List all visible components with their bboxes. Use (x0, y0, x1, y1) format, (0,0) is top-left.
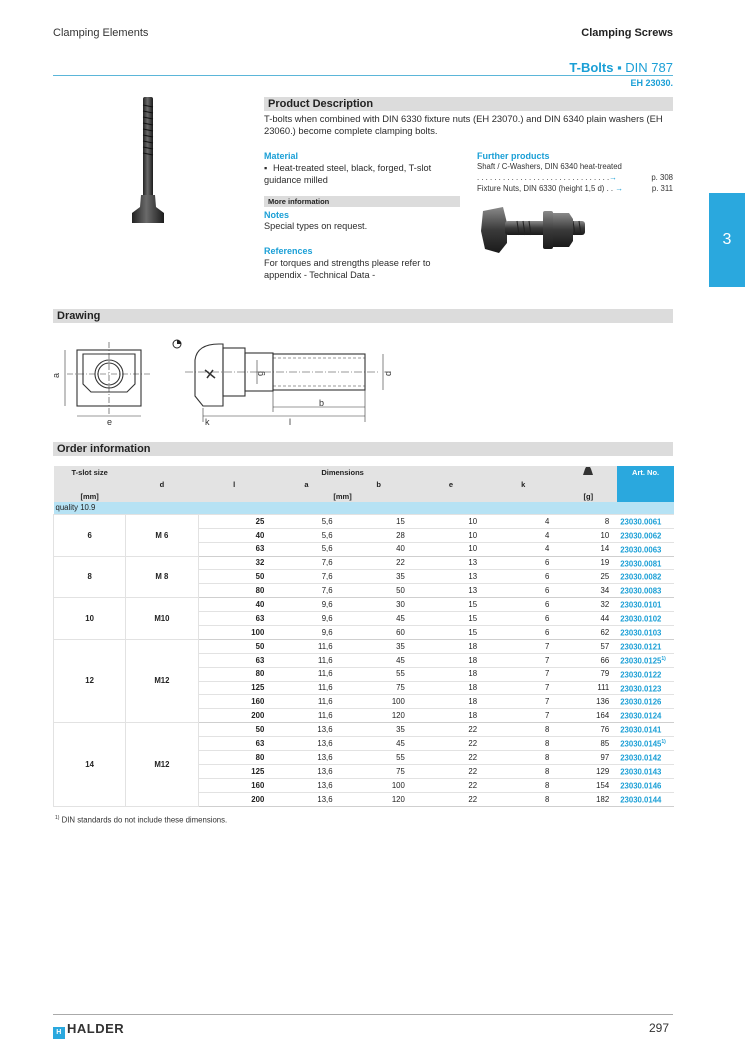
thread-d-cell: M12 (126, 639, 198, 722)
length-cell: 100 (198, 626, 270, 640)
dim-b-cell: 45 (343, 737, 415, 751)
dim-a-cell: 11,6 (270, 639, 342, 653)
title-standard: DIN 787 (625, 60, 673, 75)
dim-label-k: k (205, 417, 210, 427)
col-header-blank (54, 479, 126, 490)
art-no[interactable]: 23030.0102 (620, 614, 662, 624)
art-no[interactable]: 23030.0103 (620, 628, 662, 638)
material-heading: Material (264, 151, 299, 161)
dim-a-cell: 5,6 (270, 514, 342, 528)
weight-cell: 19 (559, 556, 617, 570)
weight-cell: 14 (559, 542, 617, 556)
dim-e-cell: 18 (415, 639, 487, 653)
tslot-size-cell: 8 (54, 556, 126, 598)
length-cell: 80 (198, 584, 270, 598)
art-no-cell[interactable] (617, 514, 674, 528)
dim-e-cell: 18 (415, 667, 487, 681)
art-no-cell[interactable] (617, 626, 674, 640)
dim-a-cell: 11,6 (270, 681, 342, 695)
dim-e-cell: 15 (415, 626, 487, 640)
page-number: 297 (648, 1021, 669, 1035)
tslot-size-cell: 14 (54, 723, 126, 806)
dim-b-cell: 35 (343, 723, 415, 737)
page-reference[interactable]: p. 311 (651, 184, 673, 193)
drawing-heading: Drawing (53, 309, 673, 323)
length-cell: 80 (198, 751, 270, 765)
col-header-blank (559, 479, 617, 490)
material-description: Heat-treated steel, black, forged, T-slot guidance milled (264, 163, 432, 185)
leader-dots: . . . . . . . . . . . . . . . . . . . . . . . . . . . . . . . (477, 173, 610, 182)
art-no-footnote: 1) (661, 739, 666, 746)
col-header-k: k (487, 479, 559, 490)
length-cell: 63 (198, 737, 270, 751)
weight-cell: 129 (559, 764, 617, 778)
brand-logo (53, 1021, 124, 1039)
material-text (264, 162, 460, 186)
dim-b-cell: 75 (343, 764, 415, 778)
weight-cell: 8 (559, 514, 617, 528)
dim-a-cell: 11,6 (270, 709, 342, 723)
art-no[interactable]: 23030.0122 (620, 670, 662, 680)
dim-b-cell: 50 (343, 584, 415, 598)
tslot-size-cell: 12 (54, 639, 126, 722)
header-section-right: Clamping Screws (581, 27, 673, 39)
art-no[interactable]: 23030.0126 (620, 698, 662, 708)
length-cell: 160 (198, 778, 270, 792)
thread-d-cell: M12 (126, 723, 198, 806)
dim-b-cell: 22 (343, 556, 415, 570)
dim-b-cell: 100 (343, 695, 415, 709)
dim-a-cell: 5,6 (270, 528, 342, 542)
clamping-bolt-assembly-photo (477, 203, 601, 259)
table-row (54, 639, 675, 653)
art-no-cell[interactable] (617, 723, 674, 737)
further-product-item[interactable] (477, 161, 673, 183)
dim-a-cell: 13,6 (270, 751, 342, 765)
length-cell: 50 (198, 570, 270, 584)
dim-e-cell: 18 (415, 695, 487, 709)
length-cell: 80 (198, 667, 270, 681)
weight-cell: 57 (559, 639, 617, 653)
art-no-cell[interactable] (617, 556, 674, 570)
dim-e-cell: 18 (415, 709, 487, 723)
dim-k-cell: 7 (487, 695, 559, 709)
art-no[interactable]: 23030.0146 (620, 781, 662, 791)
dim-e-cell: 22 (415, 751, 487, 765)
weight-cell: 66 (559, 653, 617, 667)
dim-a-cell: 11,6 (270, 667, 342, 681)
weight-cell: 44 (559, 612, 617, 626)
dim-k-cell: 4 (487, 514, 559, 528)
further-product-item[interactable] (477, 183, 673, 194)
art-no-cell[interactable] (617, 542, 674, 556)
art-no[interactable]: 23030.0062 (620, 531, 662, 541)
dim-a-cell: 13,6 (270, 792, 342, 806)
length-cell: 50 (198, 723, 270, 737)
art-no[interactable]: 23030.0142 (620, 753, 662, 763)
dim-k-cell: 7 (487, 681, 559, 695)
dim-k-cell: 7 (487, 639, 559, 653)
dim-b-cell: 45 (343, 612, 415, 626)
dim-b-cell: 40 (343, 542, 415, 556)
art-no[interactable]: 23030.0083 (620, 586, 662, 596)
dim-a-cell: 11,6 (270, 695, 342, 709)
thread-d-cell: M10 (126, 598, 198, 640)
dim-k-cell: 8 (487, 737, 559, 751)
further-product-name: Fixture Nuts, DIN 6330 (height 1,5 d) . . (477, 184, 614, 193)
art-no[interactable]: 23030.0123 (620, 684, 662, 694)
more-information-heading: More information (264, 196, 460, 207)
dim-e-cell: 15 (415, 612, 487, 626)
weight-cell: 10 (559, 528, 617, 542)
dim-b-cell: 28 (343, 528, 415, 542)
art-no-cell[interactable] (617, 737, 674, 751)
art-no-cell[interactable] (617, 584, 674, 598)
col-header-d: d (126, 479, 198, 490)
dim-k-cell: 8 (487, 764, 559, 778)
dim-e-cell: 22 (415, 778, 487, 792)
weight-cell: 62 (559, 626, 617, 640)
dim-b-cell: 55 (343, 751, 415, 765)
dim-a-cell: 9,6 (270, 626, 342, 640)
length-cell: 40 (198, 598, 270, 612)
table-row (54, 514, 675, 528)
page-title (569, 60, 673, 75)
length-cell: 200 (198, 709, 270, 723)
weight-cell: 76 (559, 723, 617, 737)
length-cell: 63 (198, 612, 270, 626)
col-header-blank (617, 479, 674, 490)
col-header-artno: Art. No. (617, 466, 674, 479)
dim-e-cell: 22 (415, 792, 487, 806)
col-header-dimensions: Dimensions (126, 466, 560, 479)
art-no-cell[interactable] (617, 570, 674, 584)
footnote (55, 815, 227, 825)
dim-a-cell: 7,6 (270, 584, 342, 598)
dim-a-cell: 13,6 (270, 764, 342, 778)
dim-e-cell: 13 (415, 556, 487, 570)
art-no[interactable]: 23030.0081 (620, 559, 662, 569)
art-no-cell[interactable] (617, 639, 674, 653)
dim-k-cell: 7 (487, 709, 559, 723)
art-no-cell[interactable] (617, 792, 674, 806)
chapter-tab[interactable]: 3 (709, 193, 745, 287)
dim-label-b: b (319, 398, 325, 408)
tslot-size-cell: 6 (54, 514, 126, 556)
art-no-cell[interactable] (617, 778, 674, 792)
dim-e-cell: 10 (415, 528, 487, 542)
product-description-text: T-bolts when combined with DIN 6330 fixture nuts (EH 23070.) and DIN 6340 plain washers (EH 23060.) become complete clamping bolts. (264, 113, 663, 136)
dim-b-cell: 35 (343, 639, 415, 653)
dim-b-cell: 15 (343, 514, 415, 528)
dim-k-cell: 6 (487, 598, 559, 612)
art-no[interactable]: 23030.0145 (620, 739, 662, 749)
art-no-cell[interactable] (617, 695, 674, 709)
art-no[interactable]: 23030.0061 (620, 517, 662, 527)
dim-k-cell: 7 (487, 667, 559, 681)
tslot-size-cell: 10 (54, 598, 126, 640)
dim-k-cell: 7 (487, 653, 559, 667)
weight-cell: 25 (559, 570, 617, 584)
art-no[interactable]: 23030.0101 (620, 600, 662, 610)
length-cell: 50 (198, 639, 270, 653)
arrow-right-icon: → (609, 173, 617, 182)
col-header-a: a (270, 479, 342, 490)
dim-e-cell: 18 (415, 653, 487, 667)
col-header-l: l (198, 479, 270, 490)
dim-e-cell: 10 (415, 514, 487, 528)
weight-cell: 164 (559, 709, 617, 723)
dim-k-cell: 6 (487, 584, 559, 598)
title-separator: ▪ (613, 60, 626, 75)
dim-label-d: d (383, 370, 393, 376)
art-no[interactable]: 23030.0063 (620, 545, 662, 555)
dim-a-cell: 9,6 (270, 598, 342, 612)
thread-d-cell: M 6 (126, 514, 198, 556)
dim-b-cell: 45 (343, 653, 415, 667)
arrow-right-icon: → (615, 184, 624, 193)
brand-mark-icon: H (53, 1027, 65, 1039)
length-cell: 32 (198, 556, 270, 570)
unit-mm: [mm] (126, 491, 560, 502)
dim-label-e: e (107, 417, 113, 427)
table-row (54, 598, 675, 612)
header-section-left: Clamping Elements (53, 27, 149, 39)
dim-a-cell: 5,6 (270, 542, 342, 556)
dim-b-cell: 100 (343, 778, 415, 792)
order-information-heading: Order information (53, 442, 673, 456)
weight-cell: 154 (559, 778, 617, 792)
title-bold: T-Bolts (569, 60, 614, 75)
dim-b-cell: 75 (343, 681, 415, 695)
dim-k-cell: 4 (487, 542, 559, 556)
dim-e-cell: 18 (415, 681, 487, 695)
art-no-cell[interactable] (617, 612, 674, 626)
references-text: For torques and strengths please refer to appendix - Technical Data - (264, 258, 431, 280)
technical-drawing (53, 330, 413, 430)
art-no-cell[interactable] (617, 667, 674, 681)
dim-a-cell: 7,6 (270, 570, 342, 584)
col-header-b: b (343, 479, 415, 490)
thread-d-cell: M 8 (126, 556, 198, 598)
dim-k-cell: 6 (487, 556, 559, 570)
art-no[interactable]: 23030.0125 (620, 656, 662, 666)
dim-b-cell: 35 (343, 570, 415, 584)
dim-a-cell: 7,6 (270, 556, 342, 570)
dim-b-cell: 30 (343, 598, 415, 612)
length-cell: 40 (198, 528, 270, 542)
dim-label-g: g (255, 370, 265, 376)
references-heading: References (264, 246, 313, 256)
dim-b-cell: 55 (343, 667, 415, 681)
notes-heading: Notes (264, 210, 290, 220)
brand-name: HALDER (67, 1021, 125, 1036)
art-no-cell[interactable] (617, 751, 674, 765)
weight-cell: 97 (559, 751, 617, 765)
weight-cell: 32 (559, 598, 617, 612)
dim-b-cell: 120 (343, 709, 415, 723)
art-no-cell[interactable] (617, 709, 674, 723)
dim-k-cell: 8 (487, 792, 559, 806)
table-row (54, 556, 675, 570)
weight-cell: 34 (559, 584, 617, 598)
further-product-leader (477, 172, 673, 183)
dim-a-cell: 13,6 (270, 737, 342, 751)
dim-k-cell: 8 (487, 723, 559, 737)
dim-e-cell: 22 (415, 723, 487, 737)
dim-k-cell: 6 (487, 612, 559, 626)
dim-a-cell: 13,6 (270, 778, 342, 792)
weight-cell: 85 (559, 737, 617, 751)
length-cell: 125 (198, 764, 270, 778)
dim-a-cell: 9,6 (270, 612, 342, 626)
weight-icon (559, 466, 617, 479)
art-no-cell[interactable] (617, 681, 674, 695)
art-no[interactable]: 23030.0124 (620, 711, 662, 721)
art-no[interactable]: 23030.0144 (620, 795, 662, 805)
art-no[interactable]: 23030.0143 (620, 767, 662, 777)
weight-cell: 182 (559, 792, 617, 806)
dim-e-cell: 13 (415, 570, 487, 584)
unit-g: [g] (559, 491, 617, 502)
length-cell: 25 (198, 514, 270, 528)
dim-b-cell: 120 (343, 792, 415, 806)
further-products-heading: Further products (477, 151, 550, 161)
dim-e-cell: 15 (415, 598, 487, 612)
further-product-name: Shaft / C-Washers, DIN 6340 heat-treated (477, 162, 622, 171)
product-description-heading: Product Description (264, 97, 673, 111)
t-bolt-photo (128, 95, 168, 235)
length-cell: 125 (198, 681, 270, 695)
dim-e-cell: 22 (415, 737, 487, 751)
art-no[interactable]: 23030.0082 (620, 573, 662, 583)
length-cell: 63 (198, 542, 270, 556)
length-cell: 160 (198, 695, 270, 709)
footer-divider (53, 1014, 673, 1015)
length-cell: 200 (198, 792, 270, 806)
header-divider (53, 75, 673, 76)
art-no-footnote: 1) (661, 655, 666, 662)
art-no-cell[interactable] (617, 764, 674, 778)
col-header-tslot: T-slot size (54, 466, 126, 479)
dim-k-cell: 8 (487, 751, 559, 765)
page-reference[interactable]: p. 308 (651, 173, 673, 182)
footnote-text: DIN standards do not include these dimensions. (61, 815, 228, 825)
order-table (53, 466, 674, 807)
bullet-icon: ▪ (264, 163, 268, 173)
art-no-cell[interactable] (617, 653, 674, 667)
dim-k-cell: 8 (487, 778, 559, 792)
art-no[interactable]: 23030.0141 (620, 725, 662, 735)
dim-label-a: a (51, 372, 61, 378)
dim-k-cell: 4 (487, 528, 559, 542)
art-no-cell[interactable] (617, 598, 674, 612)
art-no-cell[interactable] (617, 528, 674, 542)
dim-e-cell: 22 (415, 764, 487, 778)
dim-k-cell: 6 (487, 626, 559, 640)
dim-b-cell: 60 (343, 626, 415, 640)
page-subtitle: EH 23030. (630, 78, 673, 88)
weight-cell: 111 (559, 681, 617, 695)
quality-row: quality 10.9 (54, 502, 675, 515)
dim-e-cell: 13 (415, 584, 487, 598)
notes-text: Special types on request. (264, 221, 368, 231)
dim-e-cell: 10 (415, 542, 487, 556)
art-no[interactable]: 23030.0121 (620, 642, 662, 652)
dim-a-cell: 11,6 (270, 653, 342, 667)
col-header-blank (617, 491, 674, 502)
col-header-e: e (415, 479, 487, 490)
length-cell: 63 (198, 653, 270, 667)
dim-label-l: l (289, 417, 291, 427)
footnote-mark: 1) (55, 815, 60, 821)
dim-a-cell: 13,6 (270, 723, 342, 737)
unit-mm: [mm] (54, 491, 126, 502)
table-row (54, 723, 675, 737)
weight-cell: 136 (559, 695, 617, 709)
weight-cell: 79 (559, 667, 617, 681)
dim-k-cell: 6 (487, 570, 559, 584)
